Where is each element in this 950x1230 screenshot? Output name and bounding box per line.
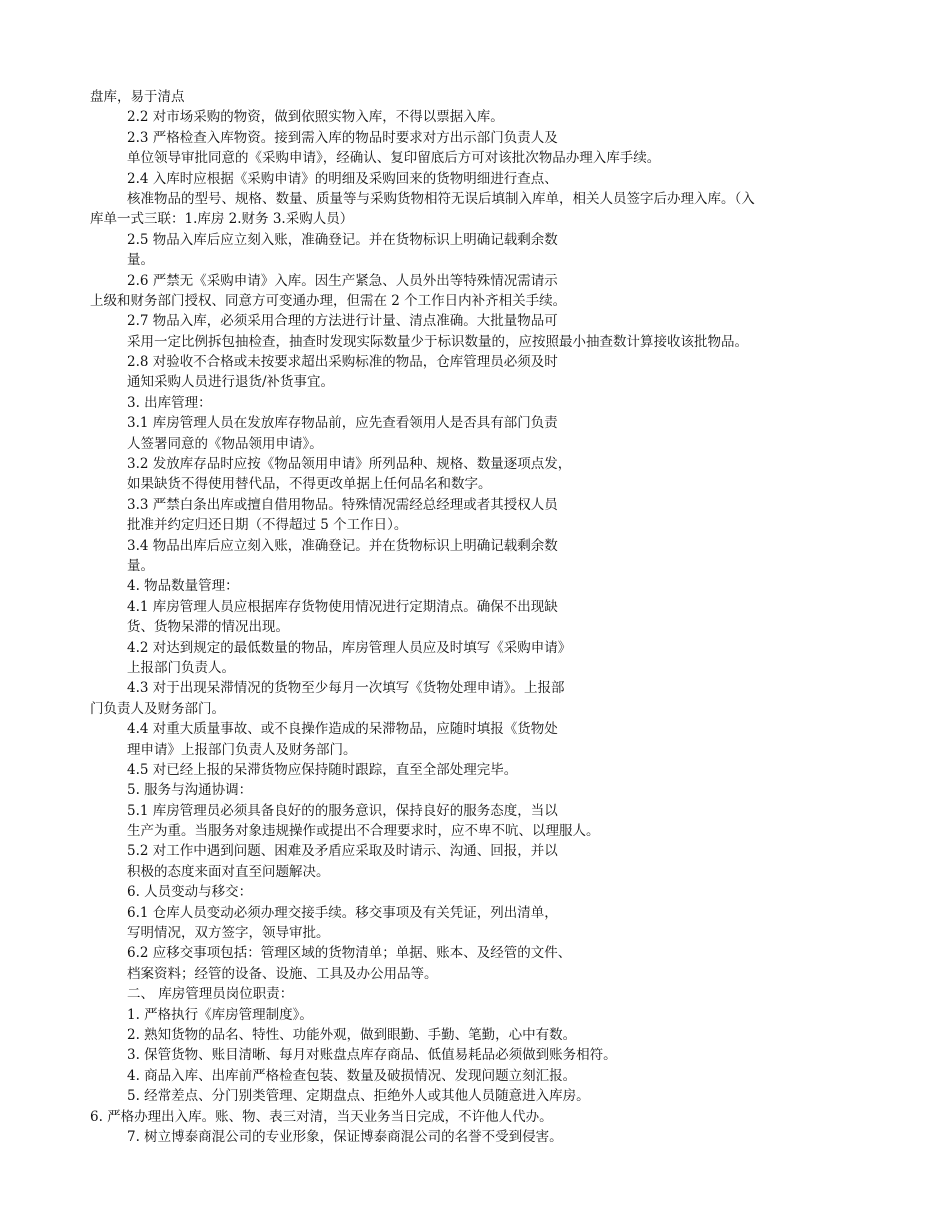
text-line: 3.4 物品出库后应立刻入账，准确登记。并在货物标识上明确记载剩余数 [127, 537, 558, 554]
text-line: 6.1 仓库人员变动必须办理交接手续。移交事项及有关凭证，列出清单， [127, 904, 558, 921]
duty-item: 6. 严格办理出入库。账、物、表三对清，当天业务当日完成，不许他人代办。 [90, 1108, 553, 1125]
text-line: 3.1 库房管理人员在发放库存物品前，应先查看领用人是否具有部门负责 [127, 415, 558, 432]
text-line: 库单一式三联：1.库房 2.财务 3.采购人员） [90, 211, 354, 228]
text-line: 档案资料；经管的设备、设施、工具及办公用品等。 [127, 965, 438, 982]
section-heading: 3. 出库管理： [127, 394, 212, 411]
text-line: 采用一定比例拆包抽检查，抽查时发现实际数量少于标识数量的，应按照最小抽查数计算接收该批物品。 [127, 333, 748, 350]
text-line: 单位领导审批同意的《采购申请》，经确认、复印留底后方可对该批次物品办理入库手续。 [127, 150, 661, 167]
text-line: 2.6 严禁无《采购申请》入库。因生产紧急、人员外出等特殊情况需请示 [127, 272, 558, 289]
text-line: 积极的态度来面对直至问题解决。 [127, 863, 330, 880]
text-line: 量。 [127, 557, 154, 574]
duty-item: 2. 熟知货物的品名、特性、功能外观，做到眼勤、手勤、笔勤，心中有数。 [127, 1026, 577, 1043]
text-line: 2.5 物品入库后应立刻入账，准确登记。并在货物标识上明确记载剩余数 [127, 231, 558, 248]
text-line: 通知采购人员进行退货/补货事宜。 [127, 374, 335, 391]
section-heading: 6. 人员变动与移交： [127, 884, 253, 901]
text-line: 4.1 库房管理人员应根据库存货物使用情况进行定期清点。确保不出现缺 [127, 598, 558, 615]
text-line: 批准并约定归还日期（不得超过 5 个工作日）。 [127, 517, 408, 534]
text-line: 2.7 物品入库，必须采用合理的方法进行计量、清点准确。大批量物品可 [127, 313, 558, 330]
text-line: 写明情况，双方签字，领导审批。 [127, 925, 330, 942]
text-line: 货、货物呆滞的情况出现。 [127, 619, 289, 636]
text-line: 6.2 应移交事项包括：管理区域的货物清单；单据、账本、及经管的文件、 [127, 945, 572, 962]
section-heading: 5. 服务与沟通协调： [127, 782, 253, 799]
text-line: 4.2 对达到规定的最低数量的物品，库房管理人员应及时填写《采购申请》 [127, 639, 572, 656]
text-line: 理申请》上报部门负责人及财务部门。 [127, 741, 357, 758]
text-line: 生产为重。当服务对象违规操作或提出不合理要求时，应不卑不吭、以理服人。 [127, 823, 600, 840]
duty-item: 7. 树立博泰商混公司的专业形象，保证博泰商混公司的名誉不受到侵害。 [127, 1128, 563, 1145]
text-line: 量。 [127, 252, 154, 269]
text-line: 2.3 严格检查入库物资。接到需入库的物品时要求对方出示部门负责人及 [127, 129, 558, 146]
duty-item: 4. 商品入库、出库前严格检查包装、数量及破损情况、发现问题立刻汇报。 [127, 1067, 577, 1084]
text-line: 3.3 严禁白条出库或擅自借用物品。特殊情况需经总经理或者其授权人员 [127, 496, 558, 513]
text-line: 2.8 对验收不合格或未按要求超出采购标准的物品，仓库管理员必须及时 [127, 354, 558, 371]
duty-item: 1. 严格执行《库房管理制度》。 [127, 1006, 313, 1023]
text-line: 4.4 对重大质量事故、或不良操作造成的呆滞物品，应随时填报《货物处 [127, 721, 558, 738]
text-line: 核准物品的型号、规格、数量、质量等与采购货物相符无误后填制入库单，相关人员签字后办理入库。（入 [127, 190, 755, 207]
text-line: 2.2 对市场采购的物资，做到依照实物入库，不得以票据入库。 [127, 109, 504, 126]
text-line: 门负责人及财务部门。 [90, 700, 225, 717]
text-line: 4.3 对于出现呆滞情况的货物至少每月一次填写《货物处理申请》。上报部 [127, 680, 565, 697]
duty-item: 3. 保管货物、账目清晰、每月对账盘点库存商品、低值易耗品必须做到账务相符。 [127, 1047, 617, 1064]
text-line: 人签署同意的《物品领用申请》。 [127, 435, 323, 452]
text-line: 4.5 对已经上报的呆滞货物应保持随时跟踪，直至全部处理完毕。 [127, 761, 518, 778]
text-line: 如果缺货不得使用替代品，不得更改单据上任何品名和数字。 [127, 476, 492, 493]
duty-item: 5. 经常差点、分门别类管理、定期盘点、拒绝外人或其他人员随意进入库房。 [127, 1088, 590, 1105]
section-heading: 二、 库房管理员岗位职责： [127, 986, 294, 1003]
text-line: 盘库，易于清点 [90, 89, 185, 105]
section-heading: 4. 物品数量管理： [127, 578, 239, 595]
text-line: 上级和财务部门授权、同意方可变通办理，但需在 2 个工作日内补齐相关手续。 [90, 292, 567, 309]
text-line: 5.2 对工作中遇到问题、困难及矛盾应采取及时请示、沟通、回报，并以 [127, 843, 558, 860]
text-line: 2.4 入库时应根据《采购申请》的明细及采购回来的货物明细进行查点、 [127, 170, 558, 187]
document-body [90, 87, 860, 1147]
text-line: 上报部门负责人。 [127, 659, 235, 676]
text-line: 3.2 发放库存品时应按《物品领用申请》所列品种、规格、数量逐项点发， [127, 456, 572, 473]
text-line: 5.1 库房管理员必须具备良好的的服务意识，保持良好的服务态度，当以 [127, 802, 558, 819]
